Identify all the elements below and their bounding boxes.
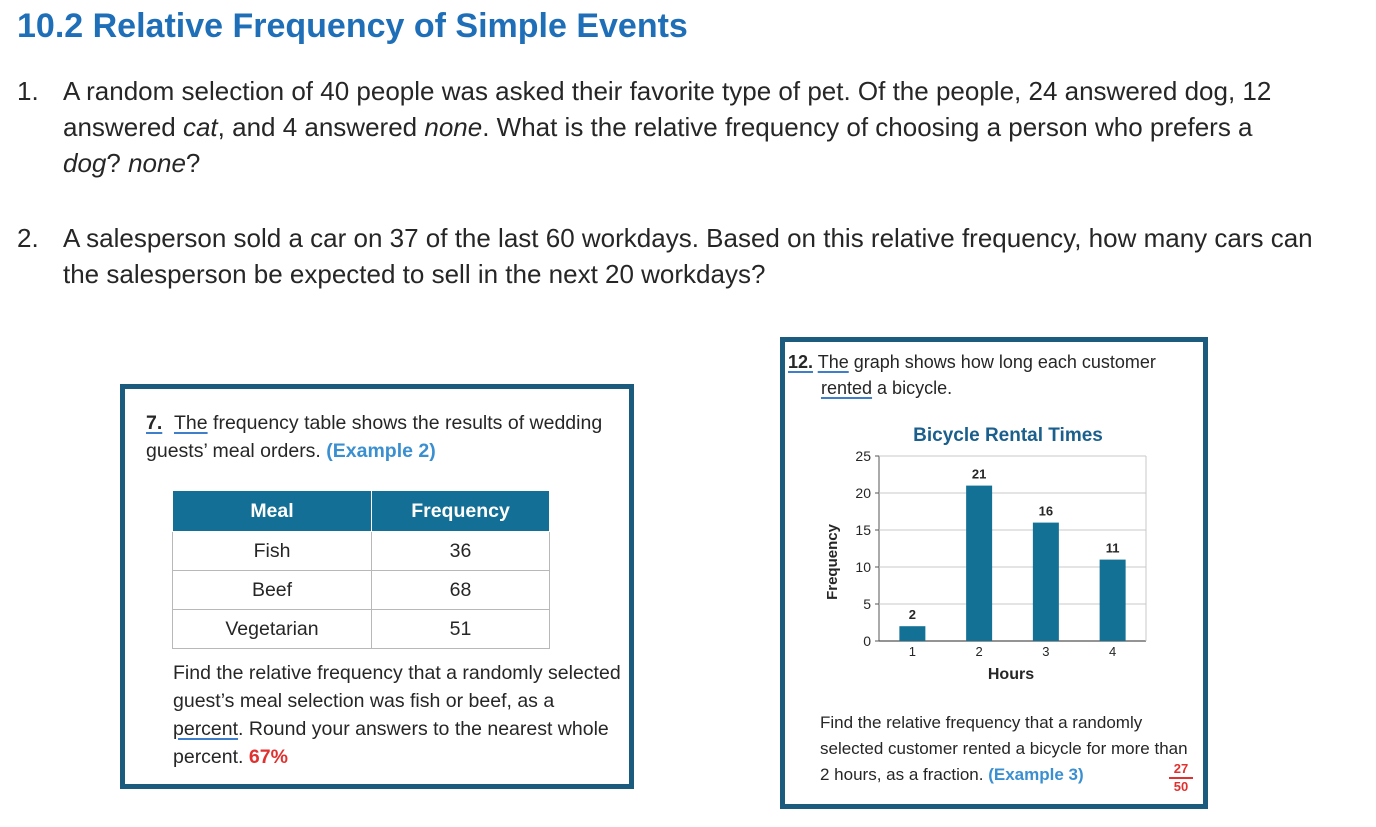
table-cell: Vegetarian [173, 610, 372, 649]
example-link[interactable]: (Example 2) [326, 440, 436, 462]
table-cell: 51 [372, 610, 550, 649]
table-cell: 68 [372, 571, 550, 610]
column-header: Frequency [372, 491, 550, 532]
table-row [173, 571, 550, 610]
data-label: 21 [971, 466, 987, 482]
answer-numerator: 27 [1173, 761, 1189, 776]
table-cell: Fish [173, 532, 372, 571]
bar-chart [815, 417, 1195, 687]
question-2 [17, 220, 1327, 292]
bar [1033, 523, 1059, 641]
y-axis-label: Frequency [824, 524, 841, 600]
table-header-row [173, 491, 550, 532]
page-title: 10.2 Relative Frequency of Simple Events [17, 7, 688, 45]
frequency-table [172, 490, 550, 649]
data-label: 16 [1038, 503, 1054, 519]
problem-number: 12. [788, 352, 814, 372]
chart-title: Bicycle Rental Times [913, 425, 1103, 446]
answer-denominator: 50 [1173, 778, 1189, 794]
column-header: Meal [173, 491, 372, 532]
table-row [173, 610, 550, 649]
table-cell: 36 [372, 532, 550, 571]
table-cell: Beef [173, 571, 372, 610]
y-tick-label: 15 [855, 522, 871, 538]
question-text: A random selection of 40 people was asked their favorite type of pet. Of the people, 24 answered dog, 12 answered cat, and 4 answered none. What is the relative frequency of choosing a person who prefers a dog? none? [63, 76, 1272, 178]
y-tick-label: 5 [863, 596, 871, 612]
y-tick-label: 25 [855, 448, 871, 464]
problem-12-question: Find the relative frequency that a randomly selected customer rented a bicycle for more than 2 hours, as a fraction. (Example 3) [820, 713, 1188, 784]
bar [899, 626, 925, 641]
x-tick-label: 2 [975, 644, 983, 659]
data-label: 2 [908, 607, 916, 623]
bar [1100, 560, 1126, 641]
problem-12-intro: 12. The graph shows how long each customer rented a bicycle. [788, 352, 1156, 398]
question-1 [17, 73, 1307, 181]
example-link[interactable]: (Example 3) [988, 765, 1084, 784]
x-axis-label: Hours [987, 666, 1035, 683]
question-number: 2. [17, 223, 39, 253]
y-tick-label: 0 [863, 633, 871, 649]
problem-7-box [120, 384, 634, 789]
question-text: A salesperson sold a car on 37 of the last 60 workdays. Based on this relative frequency, how many cars can the salesperson be expected to sell in the next 20 workdays? [63, 223, 1313, 289]
x-tick-label: 3 [1042, 644, 1050, 659]
problem-12-box [780, 337, 1208, 809]
y-tick-label: 10 [855, 559, 871, 575]
x-tick-label: 1 [908, 644, 916, 659]
data-label: 11 [1105, 540, 1120, 556]
y-tick-label: 20 [855, 485, 871, 501]
answer-fraction [1169, 762, 1193, 794]
answer: 67% [248, 746, 288, 768]
x-tick-label: 4 [1109, 644, 1117, 659]
question-number: 1. [17, 76, 39, 106]
table-row [173, 532, 550, 571]
problem-7-question: Find the relative frequency that a randomly selected guest’s meal selection was fish or beef, as a percent. Round your answers to the nearest whole percent. 67% [173, 662, 621, 768]
problem-7-intro: 7. The frequency table shows the results of wedding guests’ meal orders. (Example 2) [146, 409, 606, 465]
problem-number: 7. [146, 412, 163, 434]
bar [966, 486, 992, 641]
